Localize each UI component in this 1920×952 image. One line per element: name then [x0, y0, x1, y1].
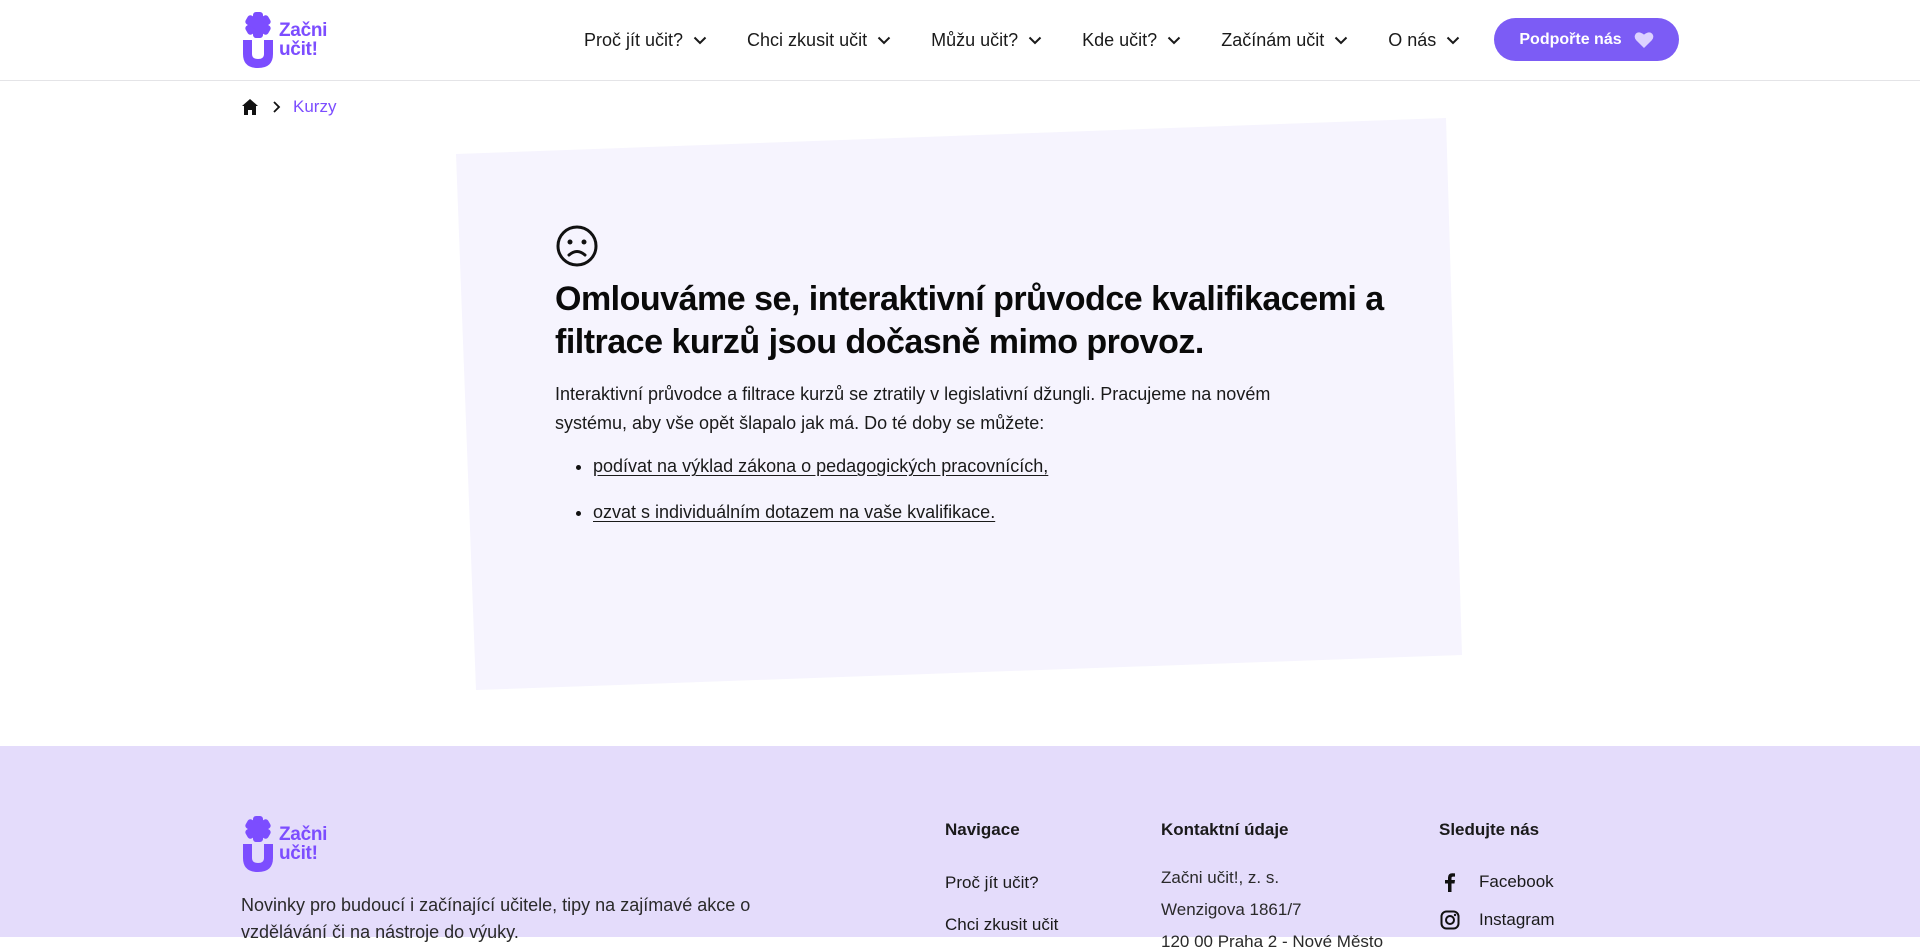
individual-question-link[interactable]: ozvat s individuálním dotazem na vaše kvalifikace. [593, 502, 996, 522]
main-nav [584, 0, 1500, 80]
chevron-down-icon [693, 36, 707, 45]
footer-logo[interactable] [241, 816, 327, 872]
contact-line: 120 00 Praha 2 - Nové Město [1161, 932, 1384, 951]
nav-item-muzu-ucit[interactable] [931, 30, 1042, 51]
nav-item-label: Můžu učit? [931, 29, 1019, 50]
nav-item-zacinam-ucit[interactable] [1221, 30, 1348, 51]
site-header [0, 0, 1920, 81]
footer-navigation-title: Navigace [945, 820, 1020, 839]
nav-item-proc-jit-ucit[interactable] [584, 30, 707, 51]
chevron-right-icon [271, 101, 281, 113]
chevron-down-icon [1446, 36, 1460, 45]
list-item [593, 498, 1385, 526]
support-button[interactable] [1494, 18, 1679, 61]
instagram-link[interactable] [1439, 909, 1555, 931]
nav-item-kde-ucit[interactable] [1082, 30, 1181, 51]
logo-icon [241, 12, 275, 68]
chevron-down-icon [1028, 36, 1042, 45]
notice-card [555, 224, 1385, 544]
logo-text-line2: učit! [279, 39, 318, 60]
footer-description: Novinky pro budoucí i začínající učitele, tipy na zajímavé akce o vzdělávání či na nástroje do výuky. [241, 895, 751, 942]
footer-social [1439, 820, 1555, 931]
site-footer [0, 746, 1920, 951]
breadcrumb-current[interactable]: Kurzy [293, 97, 337, 116]
site-logo[interactable] [241, 12, 327, 68]
logo-icon [241, 816, 275, 872]
chevron-down-icon [1167, 36, 1181, 45]
logo-text-line1: Začni [279, 824, 328, 845]
nav-item-chci-zkusit-ucit[interactable] [747, 30, 891, 51]
breadcrumb [241, 97, 336, 117]
facebook-icon [1439, 871, 1461, 893]
facebook-link[interactable] [1439, 871, 1555, 893]
heart-icon [1634, 31, 1654, 49]
nav-item-label: O nás [1388, 29, 1437, 50]
contact-line: Začni učit!, z. s. [1161, 868, 1280, 887]
logo-text-line1: Začni [279, 20, 328, 41]
law-explanation-link[interactable]: podívat na výklad zákona o pedagogických pracovnících, [593, 456, 1049, 476]
chevron-down-icon [1334, 36, 1348, 45]
footer-nav-link[interactable]: Chci zkusit učit [945, 915, 1059, 934]
nav-item-label: Kde učit? [1082, 29, 1158, 50]
footer-navigation [945, 820, 1058, 935]
footer-contact [1161, 820, 1383, 952]
home-icon[interactable] [241, 98, 259, 116]
notice-text: Interaktivní průvodce a filtrace kurzů se ztratily v legislativní džungli. Pracujeme na novém systému, aby vše opět šlapalo jak má. Do té doby se můžete: [555, 384, 1271, 433]
chevron-down-icon [877, 36, 891, 45]
nav-item-label: Začínám učit [1221, 29, 1325, 50]
support-button-label: Podpořte nás [1519, 30, 1622, 48]
list-item [593, 452, 1385, 480]
notice-title: Omlouváme se, interaktivní průvodce kvalifikacemi a filtrace kurzů jsou dočasně mimo provoz. [555, 280, 1384, 361]
nav-item-o-nas[interactable] [1388, 30, 1460, 51]
nav-item-label: Proč jít učit? [584, 29, 684, 50]
notice-link-list [555, 452, 1385, 526]
footer-nav-link[interactable]: Proč jít učit? [945, 873, 1039, 892]
nav-item-label: Chci zkusit učit [747, 29, 868, 50]
facebook-label: Facebook [1479, 872, 1554, 891]
instagram-icon [1439, 909, 1461, 931]
instagram-label: Instagram [1479, 910, 1555, 929]
logo-text-line2: učit! [279, 843, 318, 864]
footer-contact-title: Kontaktní údaje [1161, 820, 1289, 839]
contact-line: Wenzigova 1861/7 [1161, 900, 1302, 919]
footer-social-title: Sledujte nás [1439, 820, 1540, 839]
sad-face-icon [555, 224, 599, 268]
